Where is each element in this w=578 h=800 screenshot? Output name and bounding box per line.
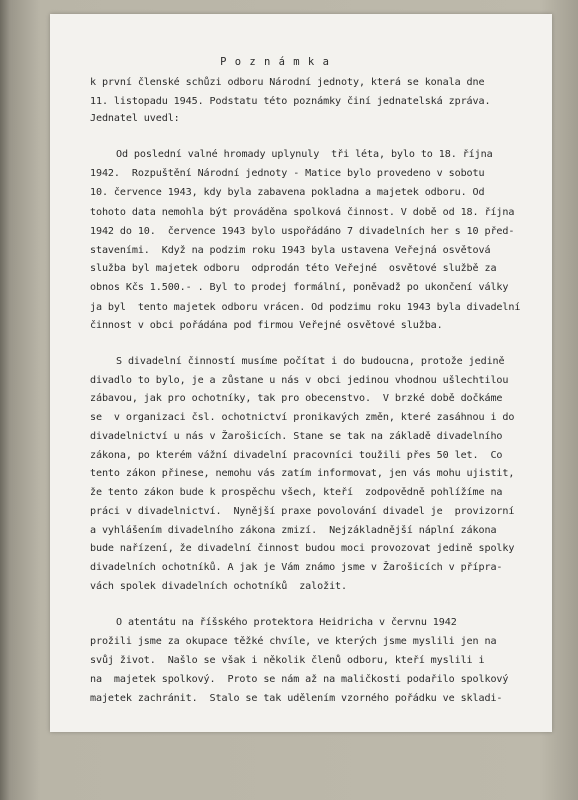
text-line: k první členské schůzi odboru Národní jednoty, která se konala dne	[90, 77, 485, 88]
text-line: divadlo to bylo, je a zůstane u nás v obci jedinou vhodnou ušlechtilou	[90, 375, 509, 386]
text-line: tohoto data nemohla být prováděna spolková činnost. V době od 18. října	[90, 207, 515, 218]
text-line: ja byl tento majetek odboru vrácen. Od podzimu roku 1943 byla divadelní	[90, 302, 521, 313]
text-line: vách spolek divadelních ochotníků založit.	[90, 581, 348, 592]
text-line: prožili jsme za okupace těžké chvíle, ve kterých jsme myslili jen na	[90, 636, 497, 647]
text-line: 10. července 1943, kdy byla zabavena pokladna a majetek odboru. Od	[90, 187, 485, 198]
text-line: tento zákon přinese, nemohu vás zatím informovat, jen vás mohu ujistit,	[90, 468, 515, 479]
text-line: práci v divadelnictví. Nynější praxe povolování divadel je provizorní	[90, 506, 515, 517]
text-line: S divadelní činností musíme počítat i do budoucna, protože jedině	[116, 356, 505, 367]
text-line: se v organizaci čsl. ochotnictví pronikavých změn, které zasáhnou i do	[90, 412, 515, 423]
text-line: 1942 do 10. července 1943 bylo uspořádáno 7 divadelních her s 10 před-	[90, 226, 515, 237]
text-line: staveními. Když na podzim roku 1943 byla ustavena Veřejná osvětová	[90, 245, 491, 256]
text-line: na majetek spolkový. Proto se nám až na maličkosti podařilo spolkový	[90, 674, 509, 685]
text-line: činnost v obci pořádána pod firmou Veřejné osvětové služba.	[90, 320, 443, 331]
text-line: a vyhlášením divadelního zákona zmizí. Nejzákladnější náplní zákona	[90, 525, 497, 536]
document-page	[50, 14, 552, 732]
text-line: zákona, po kterém vážní divadelní pracovníci toužili přes 50 let. Co	[90, 450, 503, 461]
text-line: 11. listopadu 1945. Podstatu této poznámky činí jednatelská zpráva.	[90, 96, 491, 107]
text-line: že tento zákon bude k prospěchu všech, kteří zodpovědně pohlížíme na	[90, 487, 503, 498]
text-line: majetek zachránit. Stalo se tak udělením vzorného pořádku ve skladi-	[90, 693, 503, 704]
text-line: 1942. Rozpuštění Národní jednoty - Matice bylo provedeno v sobotu	[90, 168, 485, 179]
text-line: svůj život. Našlo se však i několik členů odboru, kteří myslili i	[90, 655, 485, 666]
text-line: Od poslední valné hromady uplynuly tři léta, bylo to 18. října	[116, 149, 493, 160]
text-line: O atentátu na říšského protektora Heidricha v červnu 1942	[116, 617, 457, 628]
text-line: divadelnictví u nás v Žarošicích. Stane se tak na základě divadelního	[90, 431, 503, 442]
document-title: P o z n á m k a	[220, 56, 330, 68]
text-line: Jednatel uvedl:	[90, 113, 180, 124]
text-line: bude nařízení, že divadelní činnost budou moci provozovat jedině spolky	[90, 543, 515, 554]
text-line: obnos Kčs 1.500.- . Byl to prodej formální, poněvadž po ukončení války	[90, 282, 509, 293]
text-line: zábavou, jak pro ochotníky, tak pro obecenstvo. V brzké době dočkáme	[90, 393, 503, 404]
text-line: divadelních ochotníků. A jak je Vám známo jsme v Žarošicích v přípra-	[90, 562, 503, 573]
text-line: služba byl majetek odboru odprodán této Veřejné osvětové službě za	[90, 263, 497, 274]
